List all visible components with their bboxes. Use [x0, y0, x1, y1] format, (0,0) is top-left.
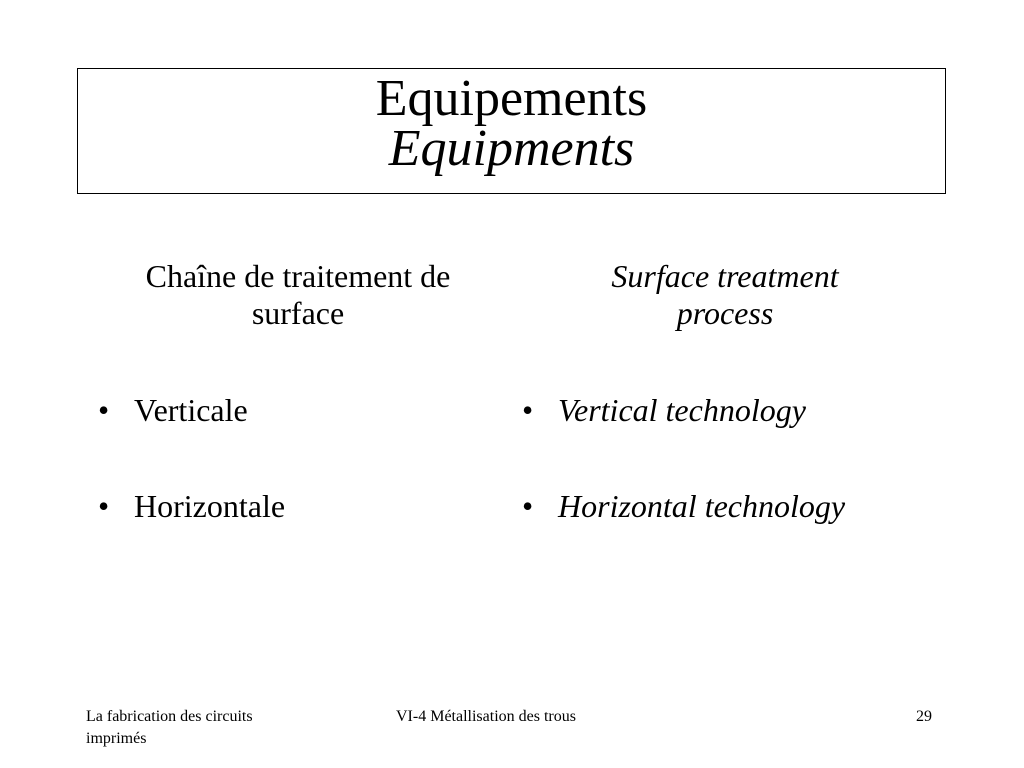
left-bullet-item	[98, 390, 248, 430]
left-bullet-text: Verticale	[134, 392, 248, 428]
slide-title-english: Equipments	[388, 120, 635, 177]
left-column-heading: Chaîne de traitement de surface	[145, 258, 451, 331]
left-bullet-item	[98, 486, 285, 526]
right-bullet-text: Horizontal technology	[558, 488, 846, 524]
bullet-icon: •	[522, 392, 534, 428]
bullet-icon: •	[522, 488, 534, 524]
slide-title-french: Equipements	[375, 70, 648, 127]
bullet-icon: •	[98, 392, 110, 428]
footer-section-title: VI-4 Métallisation des trous	[396, 708, 576, 725]
right-column-heading: Surface treatment process	[611, 258, 839, 331]
right-bullet-item	[522, 486, 845, 526]
footer-course-title: La fabrication des circuits imprimés	[86, 708, 253, 747]
right-bullet-text: Vertical technology	[558, 392, 806, 428]
right-bullet-item	[522, 390, 806, 430]
title-box	[77, 68, 946, 194]
left-bullet-text: Horizontale	[134, 488, 286, 524]
page-number: 29	[916, 708, 932, 725]
bullet-icon: •	[98, 488, 110, 524]
